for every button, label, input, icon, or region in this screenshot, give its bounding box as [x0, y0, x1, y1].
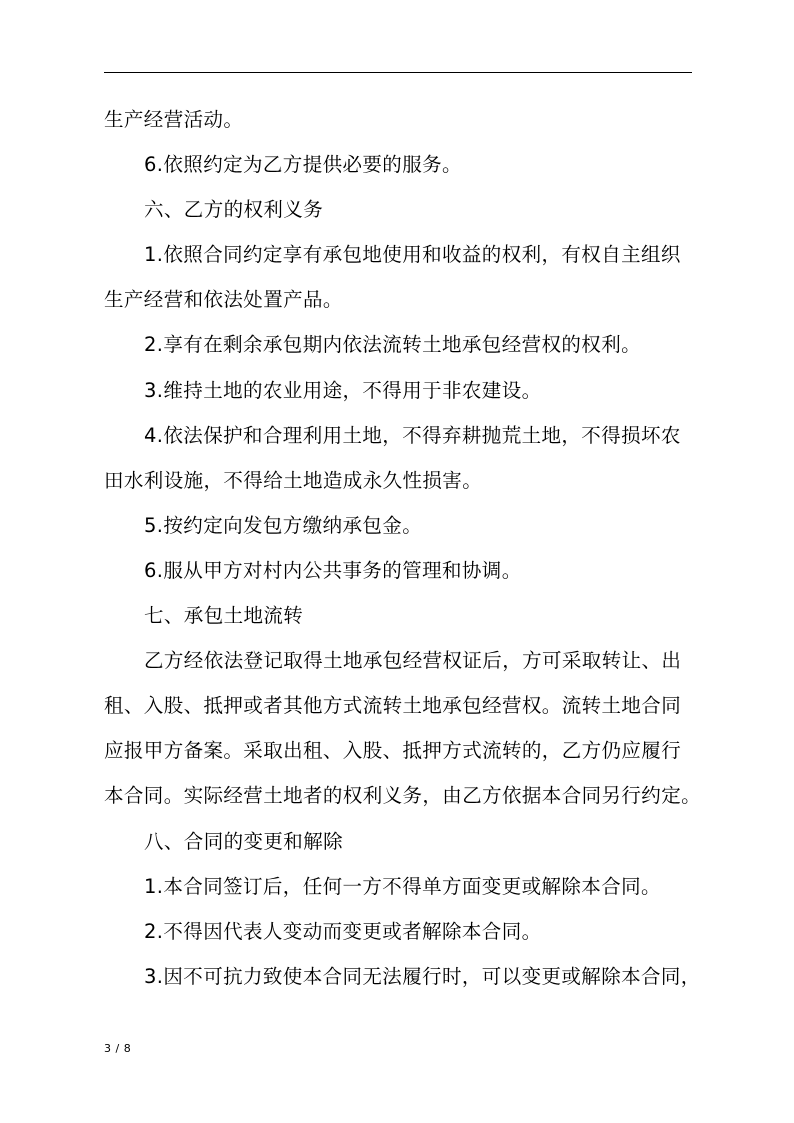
document-body [104, 101, 702, 1003]
paragraph-line: 乙方经依法登记取得土地承包经营权证后，方可采取转让、出 [144, 649, 682, 673]
clause-item: 2.不得因代表人变动而变更或者解除本合同。 [144, 919, 542, 943]
continuation-line: 本合同。实际经营土地者的权利义务，由乙方依据本合同另行约定。 [104, 784, 702, 808]
clause-item: 6.服从甲方对村内公共事务的管理和协调。 [144, 558, 522, 582]
header-rule [104, 72, 692, 73]
clause-item: 1.本合同签订后，任何一方不得单方面变更或解除本合同。 [144, 874, 661, 898]
clause-item: 2.享有在剩余承包期内依法流转土地承包经营权的权利。 [144, 333, 642, 357]
clause-item: 3.因不可抗力致使本合同无法履行时，可以变更或解除本合同， [144, 964, 701, 988]
clause-item: 6.依照约定为乙方提供必要的服务。 [144, 153, 462, 177]
section-heading: 七、承包土地流转 [144, 604, 304, 628]
clause-item: 5.按约定向发包方缴纳承包金。 [144, 513, 423, 537]
section-heading: 六、乙方的权利义务 [144, 198, 324, 222]
clause-item: 3.维持土地的农业用途，不得用于非农建设。 [144, 378, 542, 402]
clause-item: 1.依照合同约定享有承包地使用和收益的权利，有权自主组织 [144, 243, 681, 267]
section-heading: 八、合同的变更和解除 [144, 829, 344, 853]
continuation-line: 应报甲方备案。采取出租、入股、抵押方式流转的，乙方仍应履行 [104, 739, 682, 763]
continuation-line: 生产经营活动。 [104, 108, 244, 131]
clause-item: 4.依法保护和合理利用土地，不得弃耕抛荒土地，不得损坏农 [144, 423, 681, 447]
continuation-line: 租、入股、抵押或者其他方式流转土地承包经营权。流转土地合同 [104, 694, 682, 718]
page-number: 3 / 8 [104, 1042, 132, 1055]
continuation-line: 田水利设施，不得给土地造成永久性损害。 [104, 468, 483, 492]
continuation-line: 生产经营和依法处置产品。 [104, 288, 343, 312]
